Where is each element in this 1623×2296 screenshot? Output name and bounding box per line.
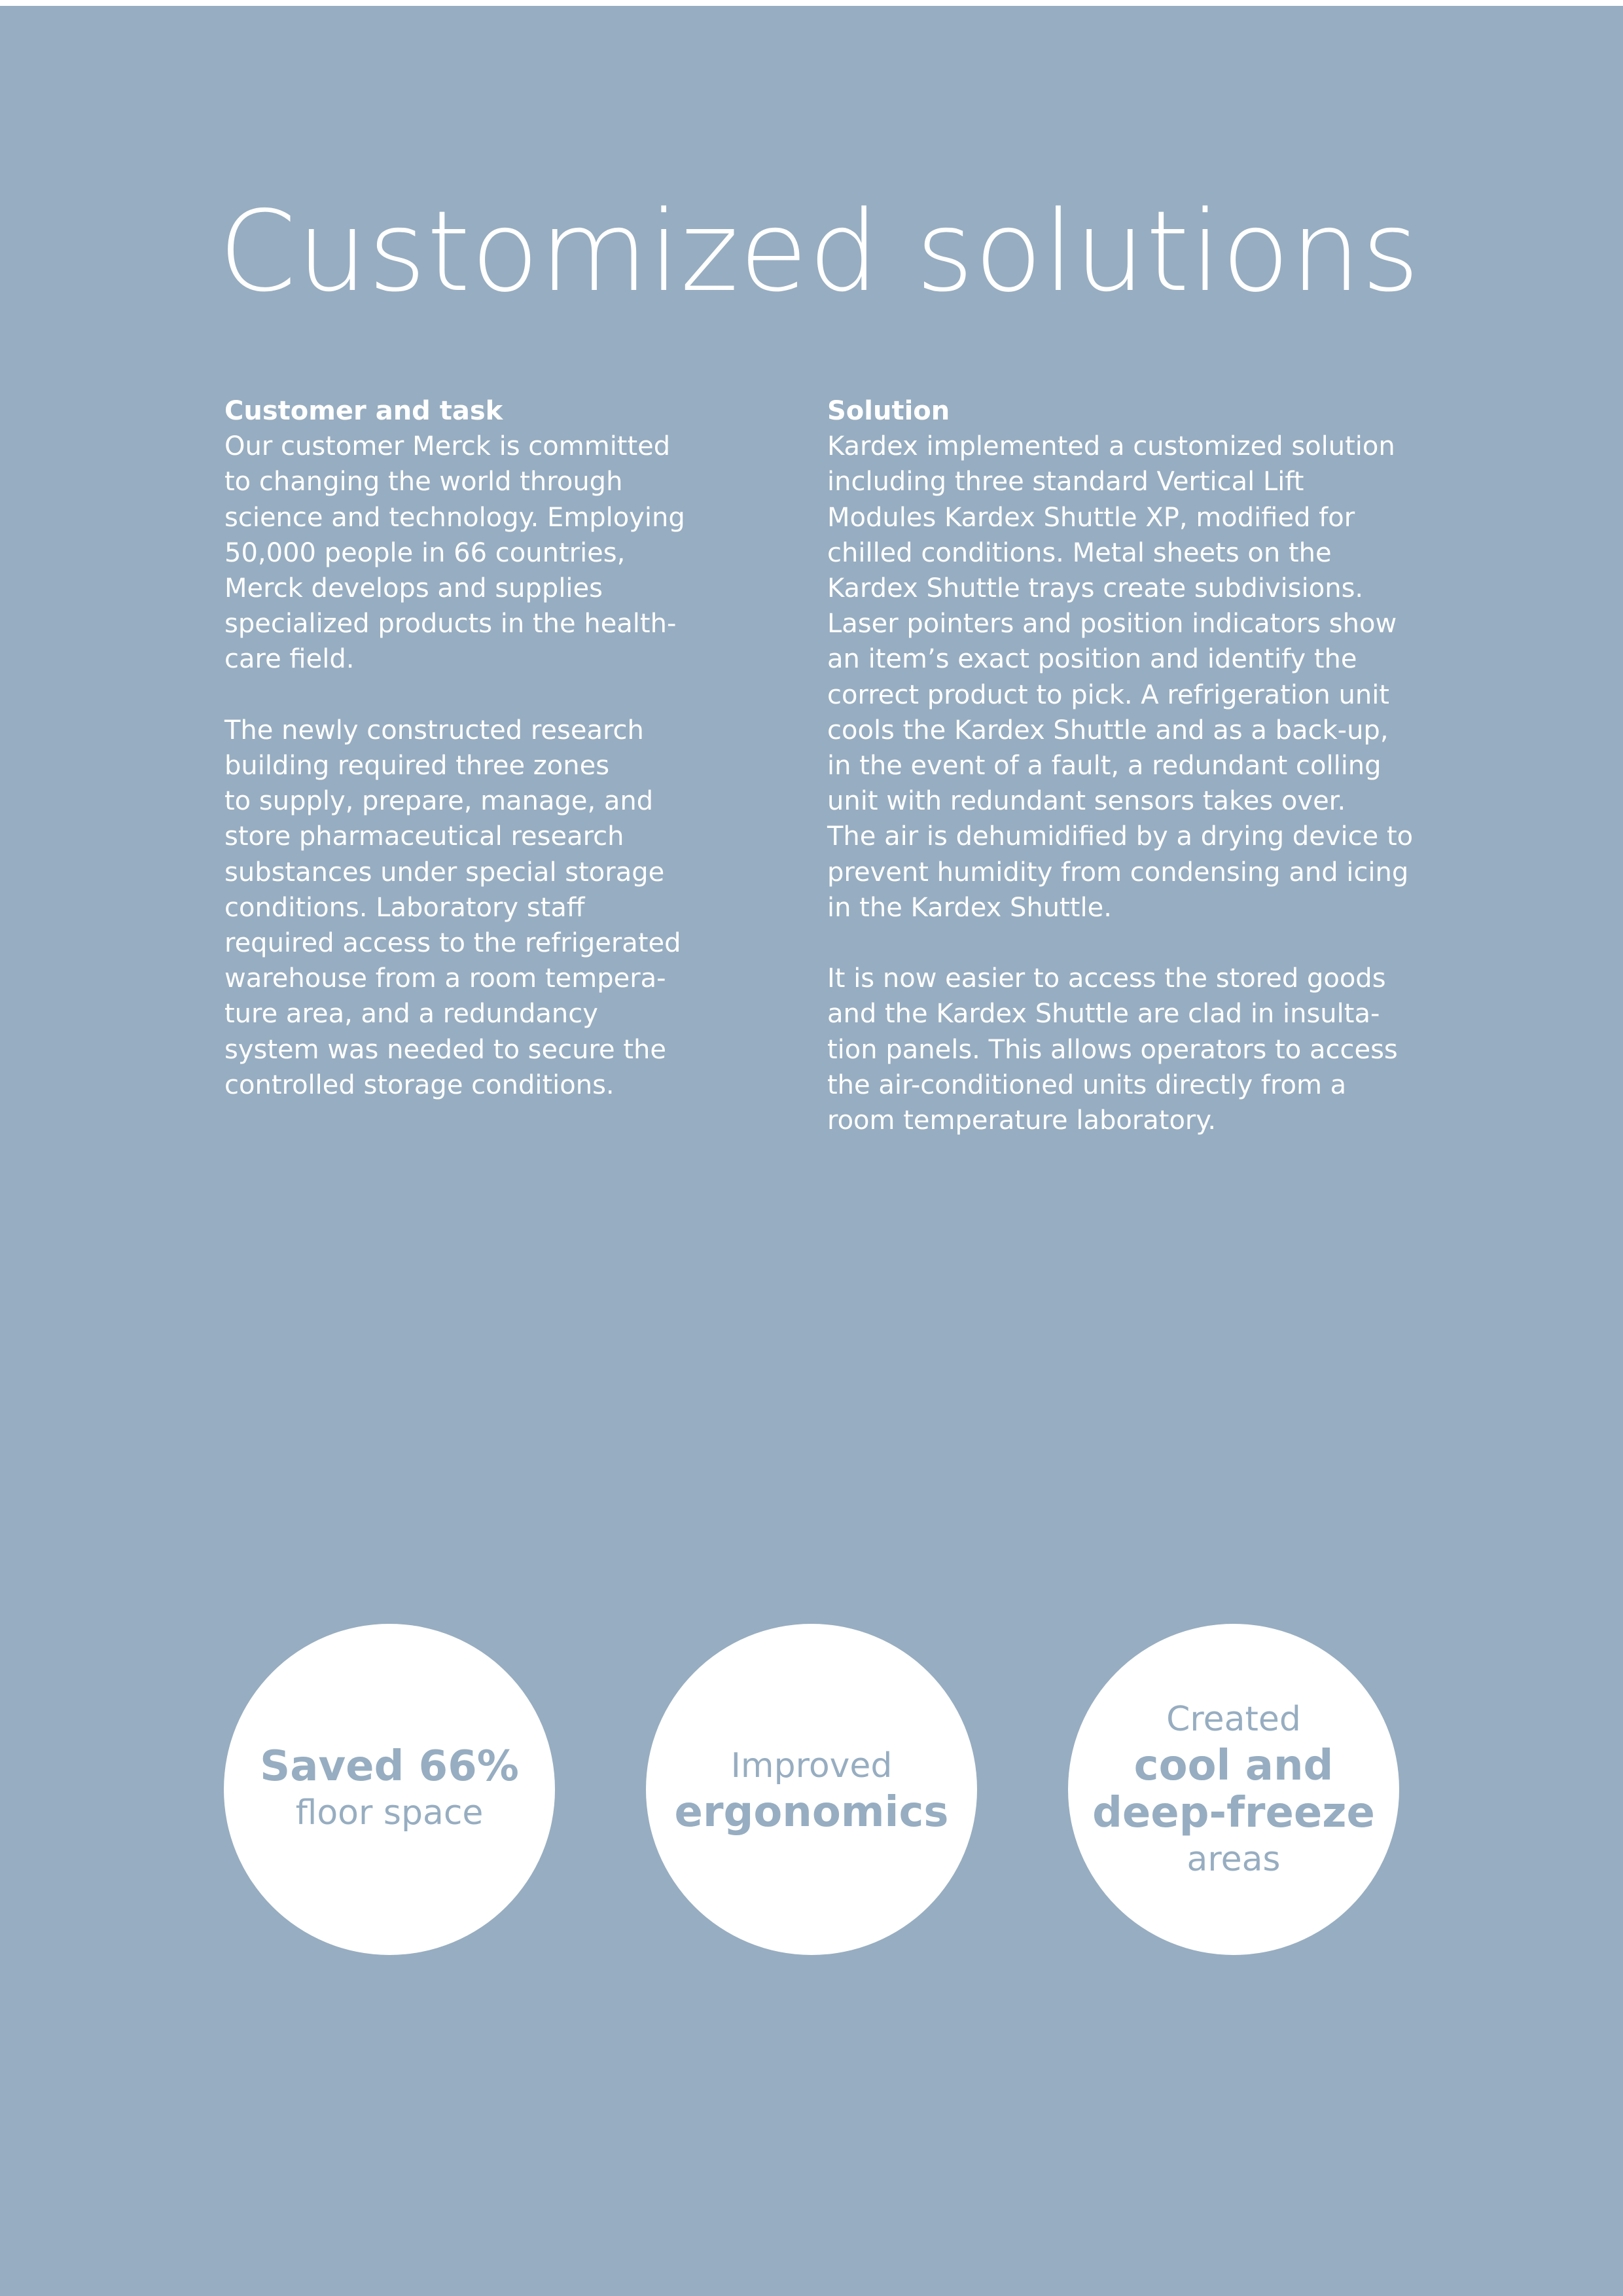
- text-line: prevent humidity from condensing and icing: [827, 857, 1409, 888]
- highlight-strong: cool and: [1133, 1742, 1334, 1790]
- text-line: tion panels. This allows operators to access: [827, 1034, 1398, 1065]
- highlight-strong: deep-freeze: [1092, 1789, 1375, 1837]
- highlight-light: areas: [1186, 1840, 1281, 1879]
- text-line: It is now easier to access the stored goods: [827, 963, 1386, 994]
- text-line: The air is dehumidified by a drying device to: [827, 821, 1414, 852]
- text-line: Modules Kardex Shuttle XP, modified for: [827, 502, 1355, 533]
- text-line: science and technology. Employing: [224, 502, 685, 533]
- text-line: in the Kardex Shuttle.: [827, 892, 1112, 923]
- text-line: cools the Kardex Shuttle and as a back-up,: [827, 715, 1389, 745]
- customer-task-heading: Customer and task: [224, 396, 503, 426]
- text-line: building required three zones: [224, 751, 610, 781]
- text-line: to changing the world through: [224, 467, 623, 497]
- page: [0, 6, 1623, 2296]
- text-line: controlled storage conditions.: [224, 1069, 615, 1100]
- text-line: required access to the refrigerated: [224, 928, 681, 959]
- text-line: 50,000 people in 66 countries,: [224, 537, 626, 568]
- text-line: system was needed to secure the: [224, 1034, 666, 1065]
- text-line: Laser pointers and position indicators show: [827, 609, 1397, 639]
- highlight-light: Created: [1166, 1700, 1301, 1739]
- text-line: Our customer Merck is committed: [224, 431, 671, 462]
- customer-task-section: [224, 393, 748, 1103]
- text-line: the air-conditioned units directly from a: [827, 1069, 1347, 1100]
- text-line: specialized products in the health-: [224, 609, 677, 639]
- solution-heading: Solution: [827, 396, 950, 426]
- solution-paragraph-2: [827, 961, 1416, 1138]
- text-line: chilled conditions. Metal sheets on the: [827, 537, 1332, 568]
- text-line: care field.: [224, 644, 355, 675]
- highlight-strong: Saved 66%: [260, 1742, 519, 1791]
- text-line: Kardex Shuttle trays create subdivisions.: [827, 573, 1364, 604]
- text-line: including three standard Vertical Lift: [827, 467, 1304, 497]
- text-line: to supply, prepare, manage, and: [224, 786, 654, 817]
- text-line: and the Kardex Shuttle are clad in insulta-: [827, 999, 1380, 1030]
- solution-section: [827, 393, 1416, 1138]
- highlight-circle-floor-space: [224, 1624, 555, 1955]
- text-line: Merck develops and supplies: [224, 573, 603, 604]
- customer-task-paragraph-1: [224, 429, 748, 677]
- text-line: Kardex implemented a customized solution: [827, 431, 1395, 462]
- text-line: ture area, and a redundancy: [224, 999, 598, 1030]
- text-line: substances under special storage: [224, 857, 665, 888]
- text-line: The newly constructed research: [224, 715, 644, 745]
- text-line: conditions. Laboratory staff: [224, 892, 585, 923]
- text-line: warehouse from a room tempera-: [224, 963, 666, 994]
- text-line: unit with redundant sensors takes over.: [827, 786, 1346, 817]
- customer-task-paragraph-2: [224, 713, 748, 1103]
- text-line: room temperature laboratory.: [827, 1105, 1217, 1136]
- text-line: an item’s exact position and identify the: [827, 644, 1357, 675]
- text-line: correct product to pick. A refrigeration unit: [827, 679, 1389, 710]
- highlight-strong: ergonomics: [674, 1788, 949, 1837]
- highlight-light: floor space: [295, 1793, 484, 1833]
- highlight-circle-ergonomics: [646, 1624, 977, 1955]
- text-line: store pharmaceutical research: [224, 821, 624, 852]
- highlight-circle-cool-areas: [1068, 1624, 1399, 1955]
- highlight-light: Improved: [730, 1746, 893, 1785]
- page-title: Customized solutions: [219, 187, 1421, 317]
- text-line: in the event of a fault, a redundant colling: [827, 751, 1382, 781]
- solution-paragraph-1: [827, 429, 1416, 925]
